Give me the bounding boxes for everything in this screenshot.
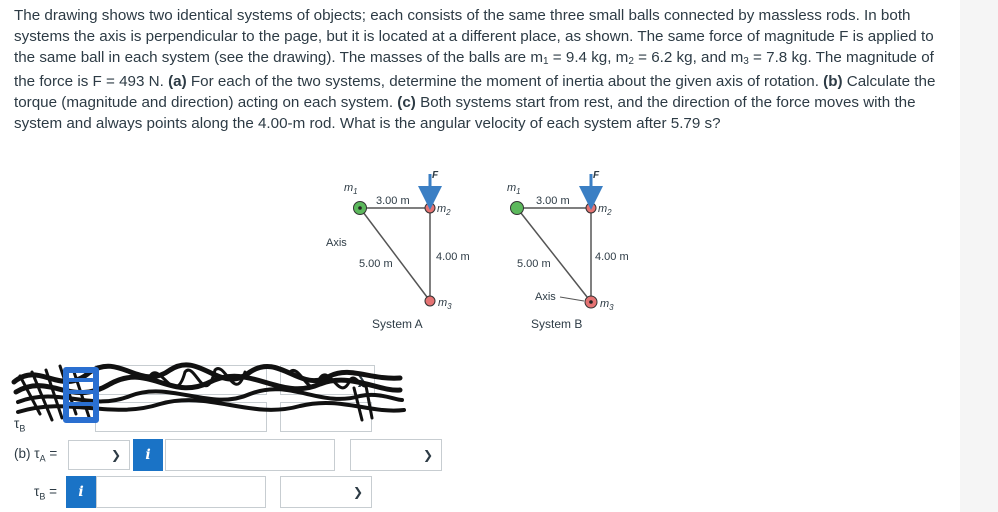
tau-b-value-input[interactable] xyxy=(96,476,266,508)
tau-a-sign-select[interactable]: ❯ xyxy=(68,440,130,470)
tau-a-value-input[interactable] xyxy=(165,439,335,471)
len-diag-a: 5.00 m xyxy=(359,258,393,270)
tau-b-info-button[interactable] xyxy=(66,476,96,508)
len-right-a: 4.00 m xyxy=(436,251,470,263)
tau-a-units-select[interactable]: ❯ xyxy=(350,439,442,471)
m3-label-a: $m_3$ xyxy=(438,297,452,311)
tau-b-scribbled-label: $\tau_B$ xyxy=(14,416,26,434)
m1-label-b: $m_1$ xyxy=(507,182,521,196)
m3-label-b: $m_3$ xyxy=(600,298,614,312)
problem-statement: The drawing shows two identical systems of objects; each consists of the same three small balls connected by massless rods. In both systems the axis is perpendicular to the page, but it is located at a different place, as shown. The same force of magnitude F is applied to the same ball in each system (see the drawing). The masses of the balls are $m_1 = 9.4$ kg, $m_2 = 6.2$ kg, and $m_3 = 7.8$ kg. The magnitude of the force is F = 493 N. (a) For each of the two systems, determine the moment of inertia about the given axis of rotation. (b) Calculate the torque (magnitude and direction) acting on each system. (c) Both systems start from rest, and the direction of the force moves with the system and always points along the 4.00-m rod. What is the angular velocity of each system after 5.79 s? xyxy=(14,7,936,132)
len-top-b: 3.00 m xyxy=(536,195,570,207)
tau-b-label: $\tau_B$ = xyxy=(34,484,57,502)
axis-label-b: Axis xyxy=(535,291,556,303)
tau-b-units-select[interactable]: ❯ xyxy=(280,476,372,508)
m2-label-b: $m_2$ xyxy=(598,203,612,217)
info-icon: i xyxy=(145,447,151,463)
axis-label-a: Axis xyxy=(326,237,347,249)
force-label-b: F xyxy=(593,170,600,181)
tau-a-info-button[interactable] xyxy=(133,439,163,471)
answer-a-ia-units-select[interactable]: ❯ xyxy=(280,365,375,395)
len-right-b: 4.00 m xyxy=(595,251,629,263)
m2-label-a: $m_2$ xyxy=(437,203,451,217)
len-diag-b: 5.00 m xyxy=(517,258,551,270)
info-icon: i xyxy=(78,484,84,500)
m1-label-a: $m_1$ xyxy=(344,182,358,196)
system-a-label: System A xyxy=(372,317,423,331)
force-label-a: F xyxy=(432,170,439,181)
len-top-a: 3.00 m xyxy=(376,195,410,207)
tau-a-label: (b) $\tau_A$ = xyxy=(14,446,58,464)
system-b-label: System B xyxy=(531,317,583,331)
